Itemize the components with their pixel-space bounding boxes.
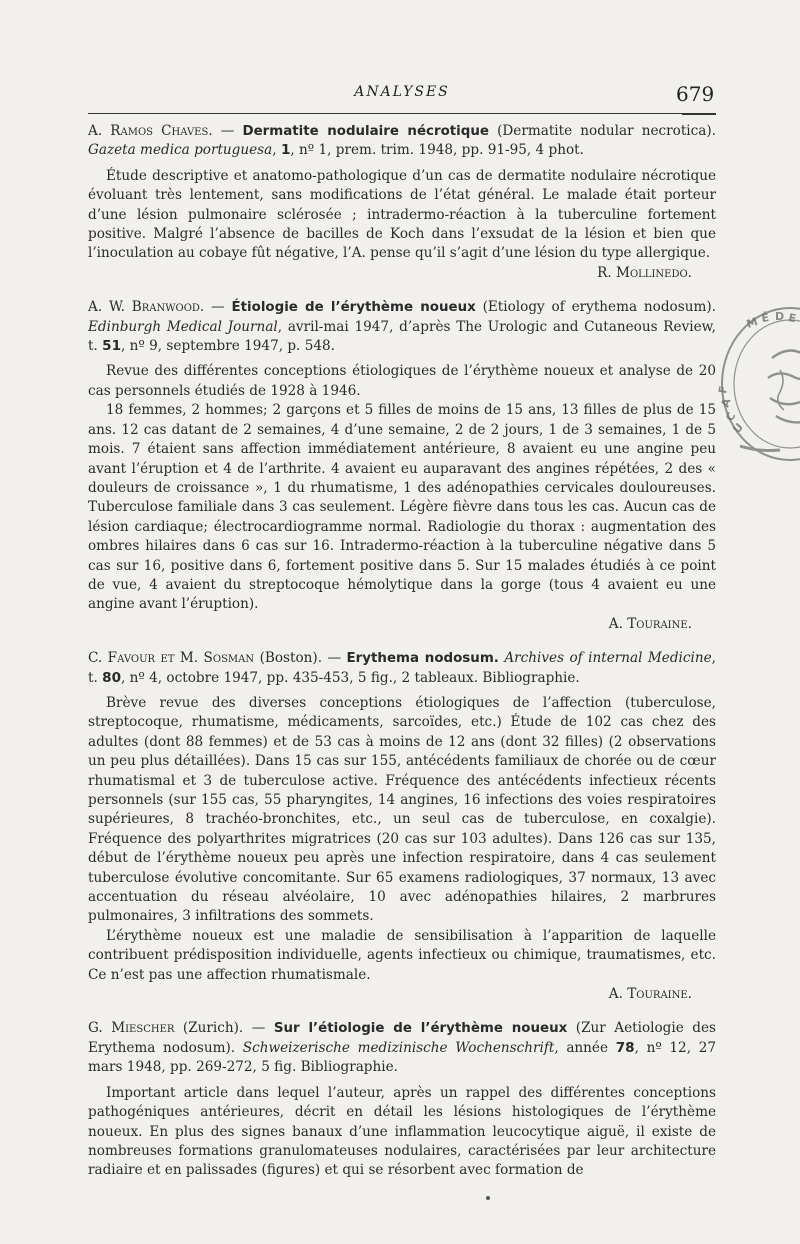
abstract-paragraph: Revue des différentes conceptions étiologiques de l’érythème noueux et analyse de 20 cas personnels étudiés de 1928 à 1946.: [88, 363, 716, 399]
article-abstract: [88, 362, 716, 614]
reference-details: , nº 1, prem. trim. 1948, pp. 91-95, 4 phot.: [290, 142, 584, 159]
svg-text:A: A: [718, 396, 734, 409]
article-reference: [88, 122, 716, 161]
article-author: A. W. Branwood.: [88, 299, 205, 316]
article: [88, 298, 716, 634]
abstract-paragraph: 18 femmes, 2 hommes; 2 garçons et 5 filles de moins de 15 ans, 13 filles de plus de 15 ans. 12 cas datant de 2 semaines, 4 d’une semaine, 2 de 2 jours, 1 de 3 semaines, 1 de 5 mois. 7 étaient sans affection immédiatement antérieure, 8 avaient eu une angine peu avant l’éruption et 4 de l’arthrite. 4 avaient eu auparavant des angines répétées, 2 des « douleurs de croissance », 1 du rhumatisme, 1 des adénopathies cervicales douloureuses. Tuberculose familiale dans 3 cas seulement. Légère fièvre dans tous les cas. Aucun cas de lésion cardiaque; électrocardiogramme normal. Radiologie du thorax : augmentation des ombres hilaires dans 6 cas sur 16. Intradermo-réaction à la tuberculine négative dans 5 cas sur 16, positive dans 6, fortement positive dans 5. Sur 15 malades étudiés à ce point de vue, 4 avaient du streptocoque hémolytique dans la gorge (tous 4 avaient eu une angine avant l’éruption).: [88, 402, 716, 613]
article-abstract: [88, 1084, 716, 1181]
reviewer-signature: A. Touraine.: [608, 615, 692, 632]
article-title: Dermatite nodulaire nécrotique: [242, 124, 489, 139]
running-head: ANALYSES: [354, 84, 450, 100]
article-abstract: [88, 694, 716, 985]
volume-prefix: , avril-mai 1947, d’après The Urologic and Cutaneous Review, t.: [88, 318, 716, 355]
article-title: Étiologie de l’érythème noueux: [231, 300, 476, 316]
volume-number: 51: [102, 338, 122, 355]
article-reference: [88, 1019, 716, 1077]
journal-name: Schweizerische medizinische Wochenschrift: [242, 1039, 555, 1056]
header-rule: [88, 113, 716, 114]
volume-prefix: ,: [272, 142, 281, 159]
ref-separator: (Boston). —: [254, 650, 347, 667]
reviewer-signature: A. Touraine.: [608, 986, 692, 1003]
article-title: Erythema nodosum.: [346, 651, 499, 667]
volume-prefix: , année: [554, 1039, 616, 1056]
reviewer-signature: R. Mollinedo.: [597, 264, 692, 281]
volume-prefix: , t.: [88, 650, 716, 686]
article-reference: [88, 298, 716, 356]
library-stamp-icon: [710, 298, 800, 470]
reference-details: , nº 4, octobre 1947, pp. 435-453, 5 fig., 2 tableaux. Bibliographie.: [121, 669, 580, 686]
abstract-paragraph: Important article dans lequel l’auteur, après un rappel des différentes conceptions pathogéniques antérieures, décrit en détail les lésions histologiques de l’érythème noueux. En plus des signes banaux d’une inflammation leucocytique aiguë, il existe de nombreuses formations granulomateuses nodulaires, caractérisées par leur architecture radiaire et en palissades (figures) et qui se résorbent avec formation de: [88, 1084, 716, 1179]
reference-details: , nº 9, septembre 1947, p. 548.: [121, 338, 335, 355]
original-title: (Etiology of erythema nodosum).: [475, 299, 716, 316]
article-reference: [88, 649, 716, 688]
article: [88, 1019, 716, 1180]
svg-text:É: É: [760, 311, 770, 325]
volume-number: 1: [280, 142, 291, 159]
svg-text:C: C: [723, 410, 739, 424]
article-author: A. Ramos Chaves.: [88, 123, 213, 139]
ref-separator: —: [204, 299, 232, 316]
journal-name: Gazeta medica portuguesa: [88, 142, 273, 159]
abstract-paragraph: Étude descriptive et anatomo-pathologique d’un cas de dermatite nodulaire nécrotique évoluant très lentement, sans modifications de l’état général. Le malade était porteur d’une lésion pulmonaire sclérosée ; intradermo-réaction à la tuberculine fortement positive. Malgré l’absence de bacilles de Koch dans l’exsudat de la lésion et bien que l’inoculation au cobaye fût négative, l’A. pense qu’il s’agit d’une lésion du type allergique.: [88, 167, 716, 262]
article: [88, 122, 716, 283]
original-title: (Zur Aetiologie des Erythema nodosum).: [88, 1020, 716, 1056]
content: [88, 122, 716, 1196]
abstract-paragraph: L’érythème noueux est une maladie de sensibilisation à l’apparition de laquelle contribuent prédisposition individuelle, agents infectieux ou chimique, traumatismes, etc. Ce n’est pas une affection rhumatismale.: [88, 927, 716, 983]
svg-text:F: F: [716, 384, 731, 395]
ref-separator: (Zurich). —: [174, 1020, 274, 1037]
article: [88, 649, 716, 1004]
journal-name: Edinburgh Medical Journal: [88, 318, 278, 335]
svg-text:U: U: [730, 420, 747, 436]
volume-number: 80: [102, 669, 122, 686]
article-title: Sur l’étiologie de l’érythème noueux: [273, 1021, 568, 1037]
svg-text:M: M: [744, 315, 760, 331]
abstract-paragraph: Brève revue des diverses conceptions étiologiques de l’affection (tuberculose, streptocoque, rhumatisme, médicaments, sarcoïdes, etc.) Étude de 102 cas chez des adultes (dont 88 femmes) et de 53 cas à moins de 12 ans (dont 32 filles) (2 observations un peu plus détaillées). Dans 15 cas sur 155, antécédents familiaux de chorée ou de cœur rhumatismal et 3 de tuberculose active. Fréquence des antécédents infectieux récents personnels (sur 155 cas, 55 pharyngites, 14 angines, 16 infections des voies respiratoires supérieures, 8 trachéo-bronchites, etc., un seul cas de tuberculose, en coxalgie). Fréquence des polyarthrites migratrices (20 cas sur 103 adultes). Dans 126 cas sur 135, début de l’érythème noueux peu après une infection respiratoire, dans 4 cas seulement tuberculose évolutive concomitante. Sur 65 examens radiologiques, 37 normaux, 13 avec accentuation du réseau alvéolaire, 10 avec adénopathies hilaires, 2 marbrures pulmonaires, 3 infiltrations des sommets.: [88, 694, 716, 925]
print-speck: [486, 1196, 490, 1200]
ref-separator: —: [212, 123, 243, 139]
volume-number: 78: [615, 1039, 635, 1056]
original-title: (Dermatite nodular necrotica).: [488, 123, 716, 139]
reference-details: , nº 12, 27 mars 1948, pp. 269-272, 5 fig. Bibliographie.: [88, 1039, 716, 1076]
page-number: 679: [676, 82, 715, 106]
svg-text:E: E: [787, 311, 798, 326]
journal-name: Archives of internal Medicine: [504, 650, 712, 667]
article-author: C. Favour et M. Sosman: [88, 650, 255, 667]
article-author: G. Miescher: [88, 1020, 175, 1037]
svg-text:D: D: [775, 310, 785, 323]
article-abstract: [88, 167, 716, 264]
